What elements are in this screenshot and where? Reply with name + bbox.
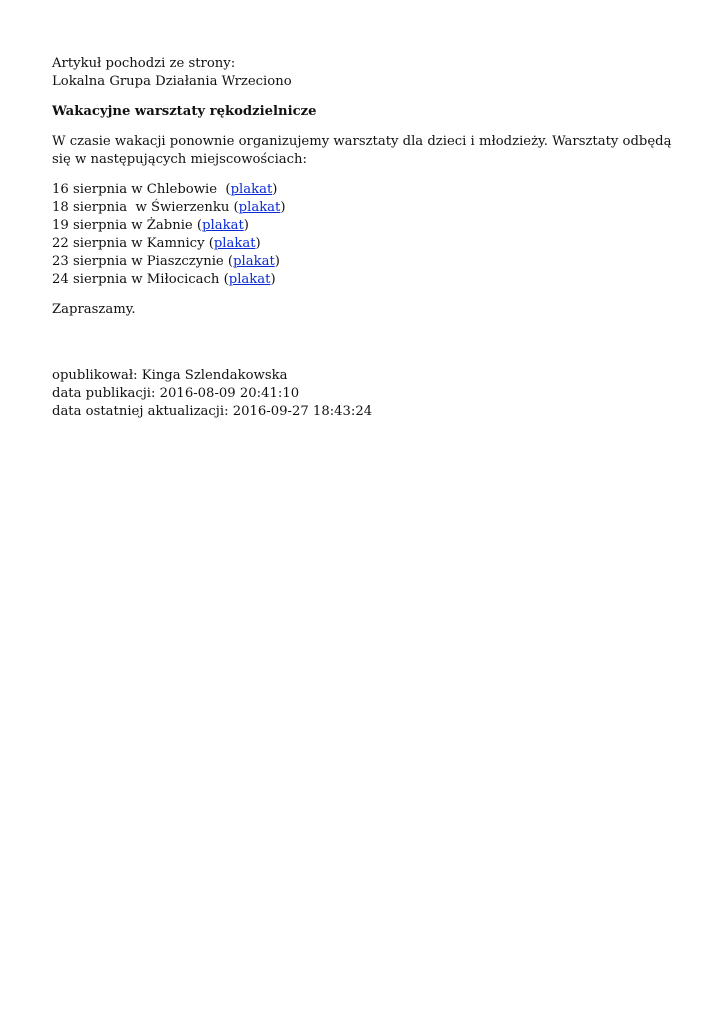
workshop-item [52,217,692,235]
author-line: opublikował: Kinga Szlendakowska [52,368,288,383]
poster-link[interactable]: plakat [238,200,281,215]
workshop-date-location: 16 sierpnia w Chlebowie ( [52,182,231,197]
workshop-item [52,235,692,253]
poster-link[interactable]: plakat [230,182,273,197]
workshop-date-location: 22 sierpnia w Kamnicy ( [52,236,214,251]
workshop-date-location: 19 sierpnia w Żabnie ( [52,218,203,233]
closing-text: Zapraszamy. [52,302,136,317]
workshop-paren-close: ) [272,182,278,197]
workshop-paren-close: ) [270,272,276,287]
workshop-list [52,181,692,289]
poster-link[interactable]: plakat [202,218,244,233]
source-info [52,55,692,91]
updated-date: data ostatniej aktualizacji: 2016-09-27 18:43:24 [52,404,373,419]
workshop-paren-close: ) [255,236,261,251]
source-label: Artykuł pochodzi ze strony: [52,56,236,71]
workshop-paren-close: ) [280,200,286,215]
workshop-paren-close: ) [243,218,249,233]
workshop-date-location: 23 sierpnia w Piaszczynie ( [52,254,234,269]
poster-link[interactable]: plakat [233,254,275,269]
poster-link[interactable]: plakat [228,272,271,287]
workshop-date-location: 24 sierpnia w Miłocicach ( [52,272,229,287]
article-intro: W czasie wakacji ponownie organizujemy warsztaty dla dzieci i młodzieży. Warsztaty odbędą się w następujących miejscowościach: [52,134,672,167]
publication-meta [52,367,692,421]
workshop-item [52,199,692,217]
workshop-date-location: 18 sierpnia w Świerzenku ( [52,200,239,215]
poster-link[interactable]: plakat [213,236,256,251]
source-site-name: Lokalna Grupa Działania Wrzeciono [52,74,292,89]
article-page [52,55,692,421]
published-date: data publikacji: 2016-08-09 20:41:10 [52,386,300,401]
workshop-paren-close: ) [274,254,280,269]
workshop-item [52,253,692,271]
workshop-item [52,271,692,289]
article-title: Wakacyjne warsztaty rękodzielnicze [52,104,317,119]
workshop-item [52,181,692,199]
